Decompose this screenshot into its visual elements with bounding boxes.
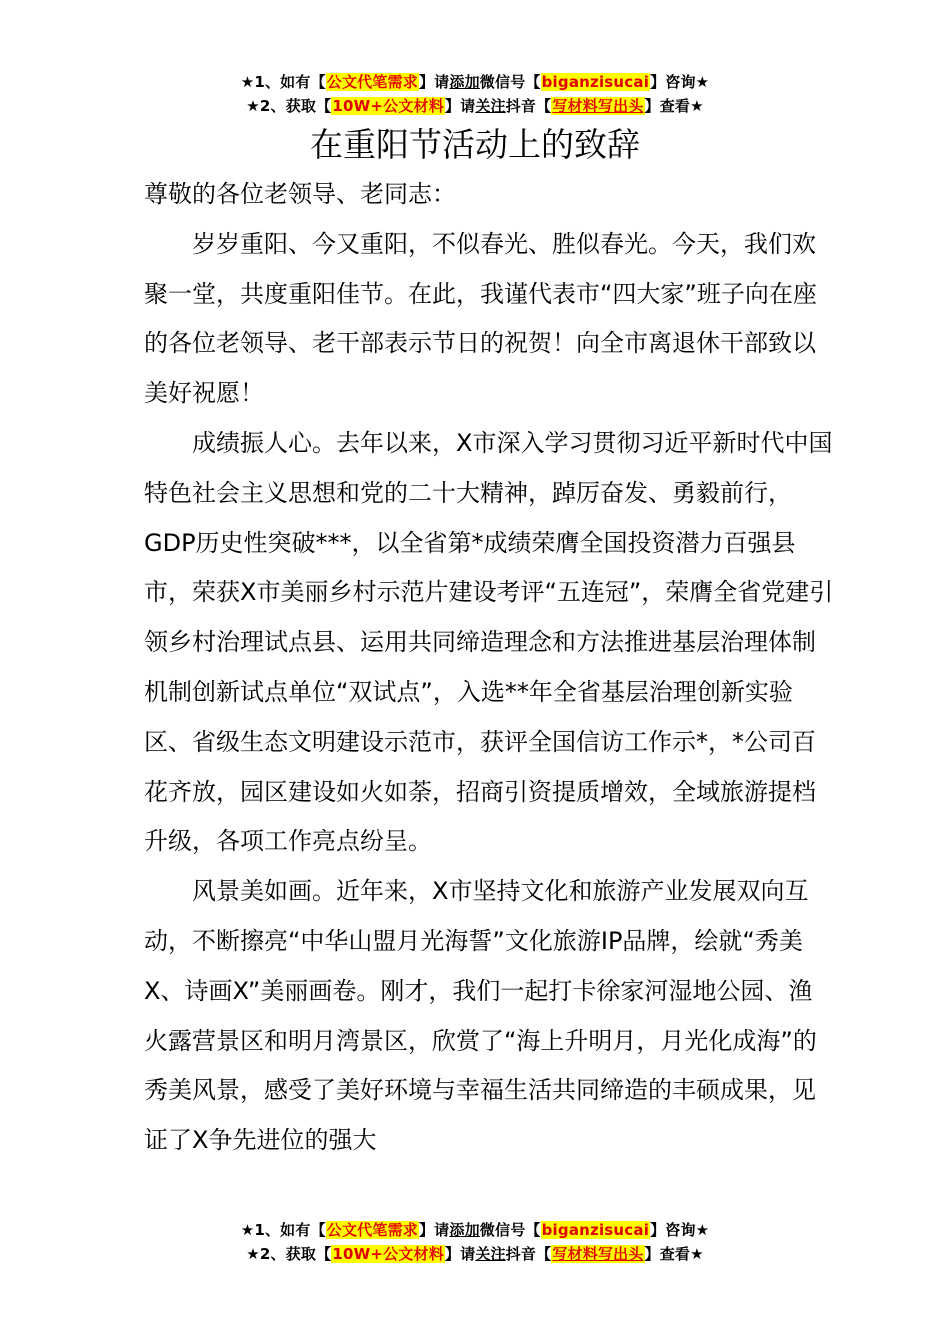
banner-text: 】咨询★ (650, 73, 710, 91)
document-title: 在重阳节活动上的致辞 (310, 125, 640, 164)
banner-underlined: 添加 (449, 1221, 480, 1239)
banner-text: 】查看★ (644, 97, 704, 115)
banner-line-2 (0, 94, 950, 118)
banner-text: 】请 (418, 1221, 450, 1239)
banner-underlined: 添加 (449, 73, 480, 91)
paragraph: 风景美如画。近年来，X市坚持文化和旅游产业发展双向互动，不断擦亮“中华山盟月光海誓”文化旅游IP品牌，绘就“秀美X、诗画X”美丽画卷。刚才，我们一起打卡徐家河湿地公园、渔火露营景区和明月湾景区，欣赏了“海上升明月，月光化成海”的秀美风景，感受了美好环境与幸福生活共同缔造的丰硕成果，见证了X争先进位的强大 (144, 877, 817, 1155)
paragraph: 成绩振人心。去年以来，X市深入学习贯彻习近平新时代中国特色社会主义思想和党的二十大精神，踔厉奋发、勇毅前行，GDP历史性突破***，以全省第*成绩荣膺全国投资潜力百强县市，荣获X市美丽乡村示范片建设考评“五连冠”，荣膺全省党建引领乡村治理试点县、运用共同缔造理念和方法推进基层治理体制机制创新试点单位“双试点”，入选**年全省基层治理创新实验区、省级生态文明建设示范市，获评全国信访工作示*，*公司百花齐放，园区建设如火如荼，招商引资提质增效，全域旅游提档升级，各项工作亮点纷呈。 (144, 428, 834, 856)
banner-text: 】查看★ (644, 1245, 704, 1263)
document-body (144, 170, 834, 1166)
highlight-ghostwriting: 公文代笔需求 (326, 1221, 418, 1239)
salutation: 尊敬的各位老领导、老同志： (144, 180, 456, 208)
highlight-materials: 10W+公文材料 (332, 97, 444, 115)
highlight-wechat-id: biganzisucai (541, 1221, 650, 1239)
banner-text: 抖音【 (505, 97, 552, 115)
banner-text: ★1、如有【 (240, 1221, 326, 1239)
highlight-wechat-id: biganzisucai (541, 73, 650, 91)
banner-line-2 (0, 1242, 950, 1266)
banner-text: ★2、获取【 (246, 1245, 332, 1263)
banner-text: 】请 (418, 73, 450, 91)
banner-text: ★1、如有【 (240, 73, 326, 91)
highlight-ghostwriting: 公文代笔需求 (326, 73, 418, 91)
footer-banner (0, 1218, 950, 1266)
highlight-douyin: 写材料写出头 (552, 97, 644, 115)
highlight-douyin: 写材料写出头 (552, 1245, 644, 1263)
banner-underlined: 关注 (475, 1245, 506, 1263)
paragraph: 岁岁重阳、今又重阳，不似春光、胜似春光。今天，我们欢聚一堂，共度重阳佳节。在此，我谨代表市“四大家”班子向在座的各位老领导、老干部表示节日的祝贺！向全市离退休干部致以美好祝愿！ (144, 229, 817, 408)
banner-text: 微信号【 (479, 73, 541, 91)
banner-text: ★2、获取【 (246, 97, 332, 115)
banner-text: 抖音【 (505, 1245, 552, 1263)
header-banner (0, 70, 950, 118)
banner-text: 】咨询★ (650, 1221, 710, 1239)
banner-text: 】请 (444, 97, 476, 115)
banner-text: 】请 (444, 1245, 476, 1263)
banner-line-1 (0, 70, 950, 94)
highlight-materials: 10W+公文材料 (332, 1245, 444, 1263)
banner-underlined: 关注 (475, 97, 506, 115)
banner-text: 微信号【 (479, 1221, 541, 1239)
banner-line-1 (0, 1218, 950, 1242)
